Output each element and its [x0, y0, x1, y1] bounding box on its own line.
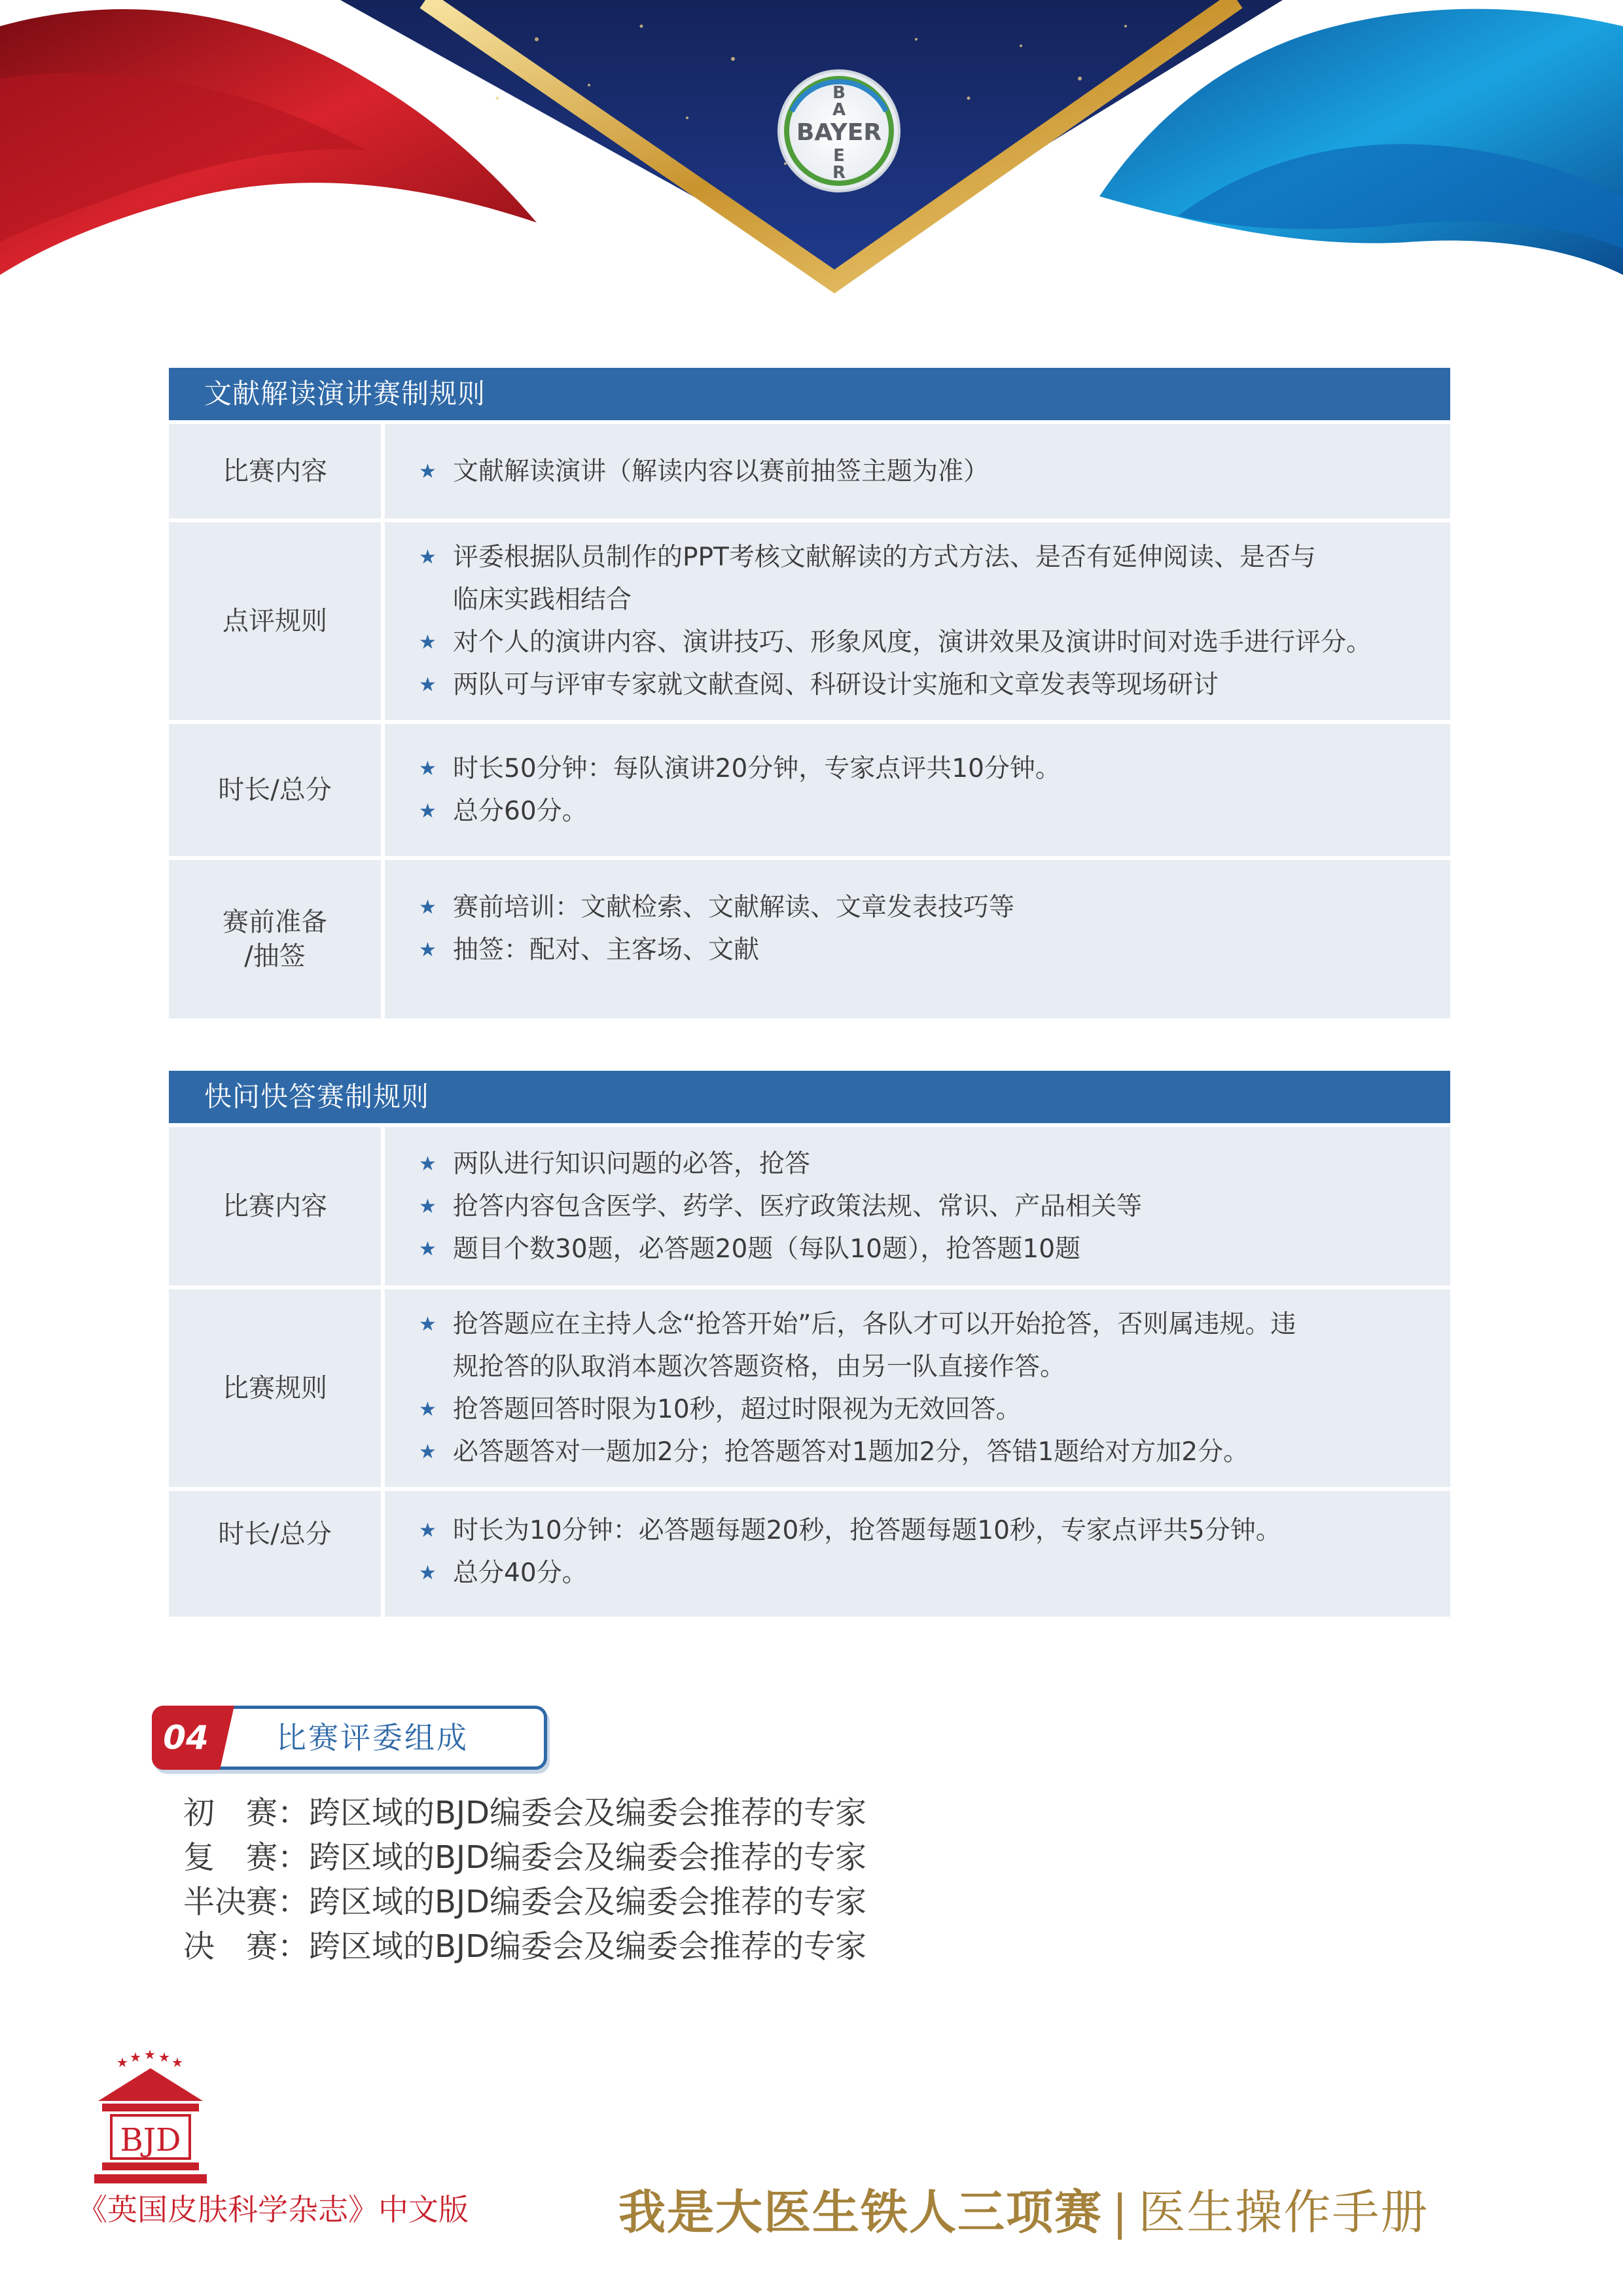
svg-text:★: ★ [116, 2054, 128, 2070]
star-icon: ★ [419, 1313, 437, 1336]
star-icon: ★ [419, 631, 437, 654]
bjd-logo-text: BJD [120, 2122, 181, 2159]
row-content [385, 1289, 1450, 1487]
logo-stars [116, 2049, 183, 2070]
bullet-item: ★ 文献解读演讲（解读内容以赛前抽签主题为准） [419, 450, 1385, 493]
bullet-item: ★ 必答题答对一题加2分；抢答题答对1题加2分，答错1题给对方加2分。 [419, 1431, 1385, 1473]
bullet-item: ★ 评委根据队员制作的PPT考核文献解读的方式方法、是否有延伸阅读、是否与 临床实践相结合 [419, 536, 1385, 621]
rule-row [169, 724, 1450, 856]
rule-row [169, 1289, 1450, 1487]
judge-line: 复 赛：跨区域的BJD编委会及编委会推荐的专家 [183, 1839, 867, 1876]
star-icon: ★ [419, 1152, 437, 1175]
bullet-item: ★ 题目个数30题，必答题20题（每队10题），抢答题10题 [419, 1228, 1385, 1270]
title-main: 我是大医生铁人三项赛 [618, 2185, 1103, 2240]
svg-text:★: ★ [158, 2049, 170, 2065]
row-content [385, 1491, 1450, 1617]
bullet-item: ★ 时长50分钟：每队演讲20分钟，专家点评共10分钟。 [419, 747, 1385, 790]
row-label: 时长/总分 [169, 724, 381, 856]
star-icon: ★ [419, 939, 437, 961]
bullet-item: ★ 抢答内容包含医学、药学、医疗政策法规、常识、产品相关等 [419, 1185, 1385, 1228]
section-number: 04 [152, 1706, 220, 1770]
literature-speech-rules [169, 368, 1450, 1018]
bullet-item: ★ 抽签：配对、主客场、文献 [419, 929, 1385, 971]
judge-line: 决 赛：跨区域的BJD编委会及编委会推荐的专家 [183, 1928, 867, 1965]
star-icon: ★ [419, 1441, 437, 1463]
judges-title: 比赛评委组成 [276, 1720, 469, 1755]
row-content [385, 1127, 1450, 1285]
rule-row [169, 522, 1450, 720]
bayer-logo [779, 71, 899, 191]
rule-row [169, 424, 1450, 518]
svg-text:B: B [832, 83, 846, 103]
star-icon: ★ [419, 1519, 437, 1542]
row-content [385, 724, 1450, 856]
bullet-item: ★ 总分60分。 [419, 790, 1385, 833]
row-label: 时长/总分 [169, 1491, 381, 1617]
bayer-logo-text: BAYER [796, 119, 882, 146]
title-separator: | [1112, 2185, 1130, 2240]
bullet-item: ★ 时长为10分钟：必答题每题20秒，抢答题每题10秒，专家点评共5分钟。 [419, 1509, 1385, 1552]
bullet-item: ★ 抢答题应在主持人念“抢答开始”后，各队才可以开始抢答，否则属违规。违 规抢答的队取消本题次答题资格，由另一队直接作答。 [419, 1303, 1385, 1388]
star-icon: ★ [419, 757, 437, 780]
section-title: 文献解读演讲赛制规则 [169, 368, 1450, 420]
bullet-item: ★ 赛前培训：文献检索、文献解读、文章发表技巧等 [419, 886, 1385, 929]
star-icon: ★ [419, 546, 437, 569]
banner-artwork [0, 0, 1623, 353]
bullet-item: ★ 抢答题回答时限为10秒，超过时限视为无效回答。 [419, 1388, 1385, 1431]
row-label: 赛前准备 /抽签 [169, 860, 381, 1018]
star-icon: ★ [419, 896, 437, 919]
row-content [385, 860, 1450, 1018]
manual-title [618, 2174, 1429, 2242]
rule-row [169, 1491, 1450, 1617]
bullet-item: ★ 对个人的演讲内容、演讲技巧、形象风度，演讲效果及演讲时间对选手进行评分。 [419, 621, 1385, 664]
star-icon: ★ [419, 459, 437, 483]
row-content [385, 522, 1450, 720]
rule-row [169, 860, 1450, 1018]
svg-text:A: A [832, 100, 846, 120]
quick-qa-rules [169, 1071, 1450, 1617]
bullet-item: ★ 两队可与评审专家就文献查阅、科研设计实施和文章发表等现场研讨 [419, 664, 1385, 706]
star-icon: ★ [419, 800, 437, 823]
judges-list [183, 1791, 866, 1969]
judge-line: 初 赛：跨区域的BJD编委会及编委会推荐的专家 [183, 1795, 867, 1831]
row-content [385, 424, 1450, 518]
bullet-item: ★ 两队进行知识问题的必答，抢答 [419, 1143, 1385, 1185]
judges-section-badge [152, 1706, 551, 1774]
star-icon: ★ [419, 1562, 437, 1585]
row-label: 比赛规则 [169, 1289, 381, 1487]
star-icon: ★ [419, 1398, 437, 1421]
row-label: 比赛内容 [169, 1127, 381, 1285]
section-title: 快问快答赛制规则 [169, 1071, 1450, 1123]
rule-row [169, 1127, 1450, 1285]
judge-line: 半决赛：跨区域的BJD编委会及编委会推荐的专家 [183, 1884, 867, 1920]
star-icon: ★ [419, 1194, 437, 1218]
svg-text:E: E [833, 146, 845, 166]
svg-text:R: R [832, 163, 846, 183]
header-banner [0, 0, 1623, 353]
svg-text:★: ★ [171, 2054, 183, 2070]
journal-name: 《英国皮肤科学杂志》中文版 [77, 2192, 469, 2227]
star-icon: ★ [419, 1237, 437, 1261]
bullet-item: ★ 总分40分。 [419, 1552, 1385, 1594]
title-sub: 医生操作手册 [1138, 2185, 1429, 2240]
svg-text:★: ★ [130, 2049, 141, 2065]
star-icon: ★ [419, 673, 437, 696]
bjd-logo [85, 2049, 216, 2186]
row-label: 比赛内容 [169, 424, 381, 518]
row-label: 点评规则 [169, 522, 381, 720]
svg-text:★: ★ [144, 2049, 156, 2062]
